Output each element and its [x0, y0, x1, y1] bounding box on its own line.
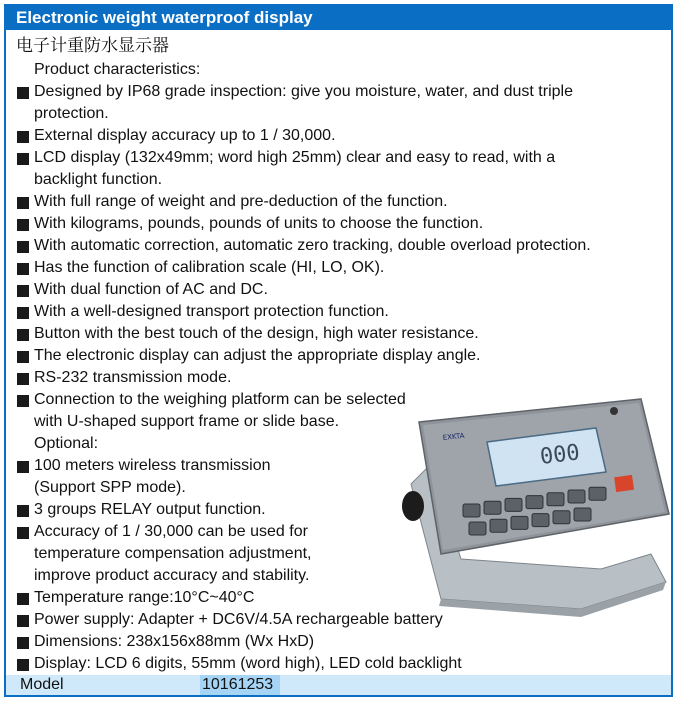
square-bullet-icon: [17, 527, 29, 539]
optional-text: 100 meters wireless transmission: [34, 457, 271, 474]
feature-text: with U-shaped support frame or slide base.: [34, 413, 340, 430]
feature-text: RS-232 transmission mode.: [34, 369, 232, 386]
keypad-key: [505, 498, 522, 511]
optional-text: Display: LCD 6 digits, 55mm (word high), LED cold backlight: [34, 655, 462, 672]
square-bullet-icon: [17, 329, 29, 341]
square-bullet-icon: [17, 461, 29, 473]
feature-item-continuation: [16, 169, 671, 191]
keypad-key: [526, 496, 543, 509]
square-bullet-icon: [17, 219, 29, 231]
feature-text: LCD display (132x49mm; word high 25mm) clear and easy to read, with a: [34, 149, 556, 166]
lcd-digits: 000: [538, 440, 582, 470]
keypad-key: [574, 508, 591, 521]
feature-item: [16, 279, 671, 301]
optional-text: Temperature range:10°C~40°C: [34, 589, 255, 606]
keypad-key: [511, 516, 528, 529]
square-bullet-icon: [17, 153, 29, 165]
feature-item: [16, 235, 671, 257]
feature-text: With dual function of AC and DC.: [34, 281, 268, 298]
keypad-key: [469, 522, 486, 535]
weight-display-device-image: [401, 394, 677, 619]
keypad-key: [589, 487, 606, 500]
feature-text: With full range of weight and pre-deduction of the function.: [34, 193, 448, 210]
optional-text: Dimensions: 238x156x88mm (Wx HxD): [34, 633, 315, 650]
feature-item: [16, 301, 671, 323]
keypad-key: [568, 490, 585, 503]
square-bullet-icon: [17, 131, 29, 143]
keypad-key: [547, 493, 564, 506]
product-panel: [4, 4, 673, 697]
square-bullet-icon: [17, 263, 29, 275]
accent-key-shape: [614, 475, 634, 492]
feature-text: protection.: [34, 105, 109, 122]
keypad-key: [490, 519, 507, 532]
feature-item: [16, 323, 671, 345]
feature-item: [16, 257, 671, 279]
square-bullet-icon: [17, 241, 29, 253]
optional-text: Power supply: Adapter + DC6V/4.5A rechargeable battery: [34, 611, 443, 628]
square-bullet-icon: [17, 197, 29, 209]
section-characteristics: Product characteristics:: [34, 61, 201, 78]
feature-text: Button with the best touch of the design, high water resistance.: [34, 325, 479, 342]
chinese-title: 电子计重防水显示器: [16, 36, 169, 56]
keypad-key: [463, 504, 480, 517]
brand-label: EXKTA: [442, 431, 465, 442]
feature-text: The electronic display can adjust the appropriate display angle.: [34, 347, 481, 364]
keypad-key: [532, 514, 549, 527]
keypad-key: [553, 511, 570, 524]
square-bullet-icon: [17, 285, 29, 297]
square-bullet-icon: [17, 659, 29, 671]
feature-item-continuation: [16, 103, 671, 125]
square-bullet-icon: [17, 637, 29, 649]
panel-title: Electronic weight waterproof display: [6, 6, 671, 30]
section-optional: Optional:: [34, 435, 99, 452]
feature-list: [16, 81, 671, 433]
feature-text: With automatic correction, automatic zero tracking, double overload protection.: [34, 237, 591, 254]
feature-text: With kilograms, pounds, pounds of units to choose the function.: [34, 215, 484, 232]
model-number: 10161253: [200, 675, 280, 695]
square-bullet-icon: [17, 373, 29, 385]
feature-text: External display accuracy up to 1 / 30,000.: [34, 127, 336, 144]
feature-item: [16, 125, 671, 147]
square-bullet-icon: [17, 351, 29, 363]
feature-text: Connection to the weighing platform can be selected: [34, 391, 406, 408]
feature-text: Designed by IP68 grade inspection: give you moisture, water, and dust triple: [34, 83, 573, 100]
square-bullet-icon: [17, 593, 29, 605]
optional-item: [16, 653, 671, 675]
optional-text: 3 groups RELAY output function.: [34, 501, 266, 518]
optional-item: [16, 631, 671, 653]
feature-text: With a well-designed transport protection function.: [34, 303, 389, 320]
square-bullet-icon: [17, 87, 29, 99]
square-bullet-icon: [17, 307, 29, 319]
optional-text: temperature compensation adjustment,: [34, 545, 312, 562]
square-bullet-icon: [17, 615, 29, 627]
model-footer: [6, 675, 671, 695]
optional-text: improve product accuracy and stability.: [34, 567, 310, 584]
model-label: Model: [20, 676, 64, 693]
square-bullet-icon: [17, 395, 29, 407]
feature-item: [16, 147, 671, 169]
knob-shape: [402, 491, 424, 521]
square-bullet-icon: [17, 505, 29, 517]
feature-text: backlight function.: [34, 171, 163, 188]
feature-item: [16, 345, 671, 367]
feature-text: Has the function of calibration scale (HI, LO, OK).: [34, 259, 385, 276]
feature-item: [16, 213, 671, 235]
optional-text: Accuracy of 1 / 30,000 can be used for: [34, 523, 308, 540]
feature-item: [16, 81, 671, 103]
feature-item: [16, 367, 671, 389]
keypad-key: [484, 501, 501, 514]
feature-item: [16, 191, 671, 213]
optional-text: (Support SPP mode).: [34, 479, 186, 496]
